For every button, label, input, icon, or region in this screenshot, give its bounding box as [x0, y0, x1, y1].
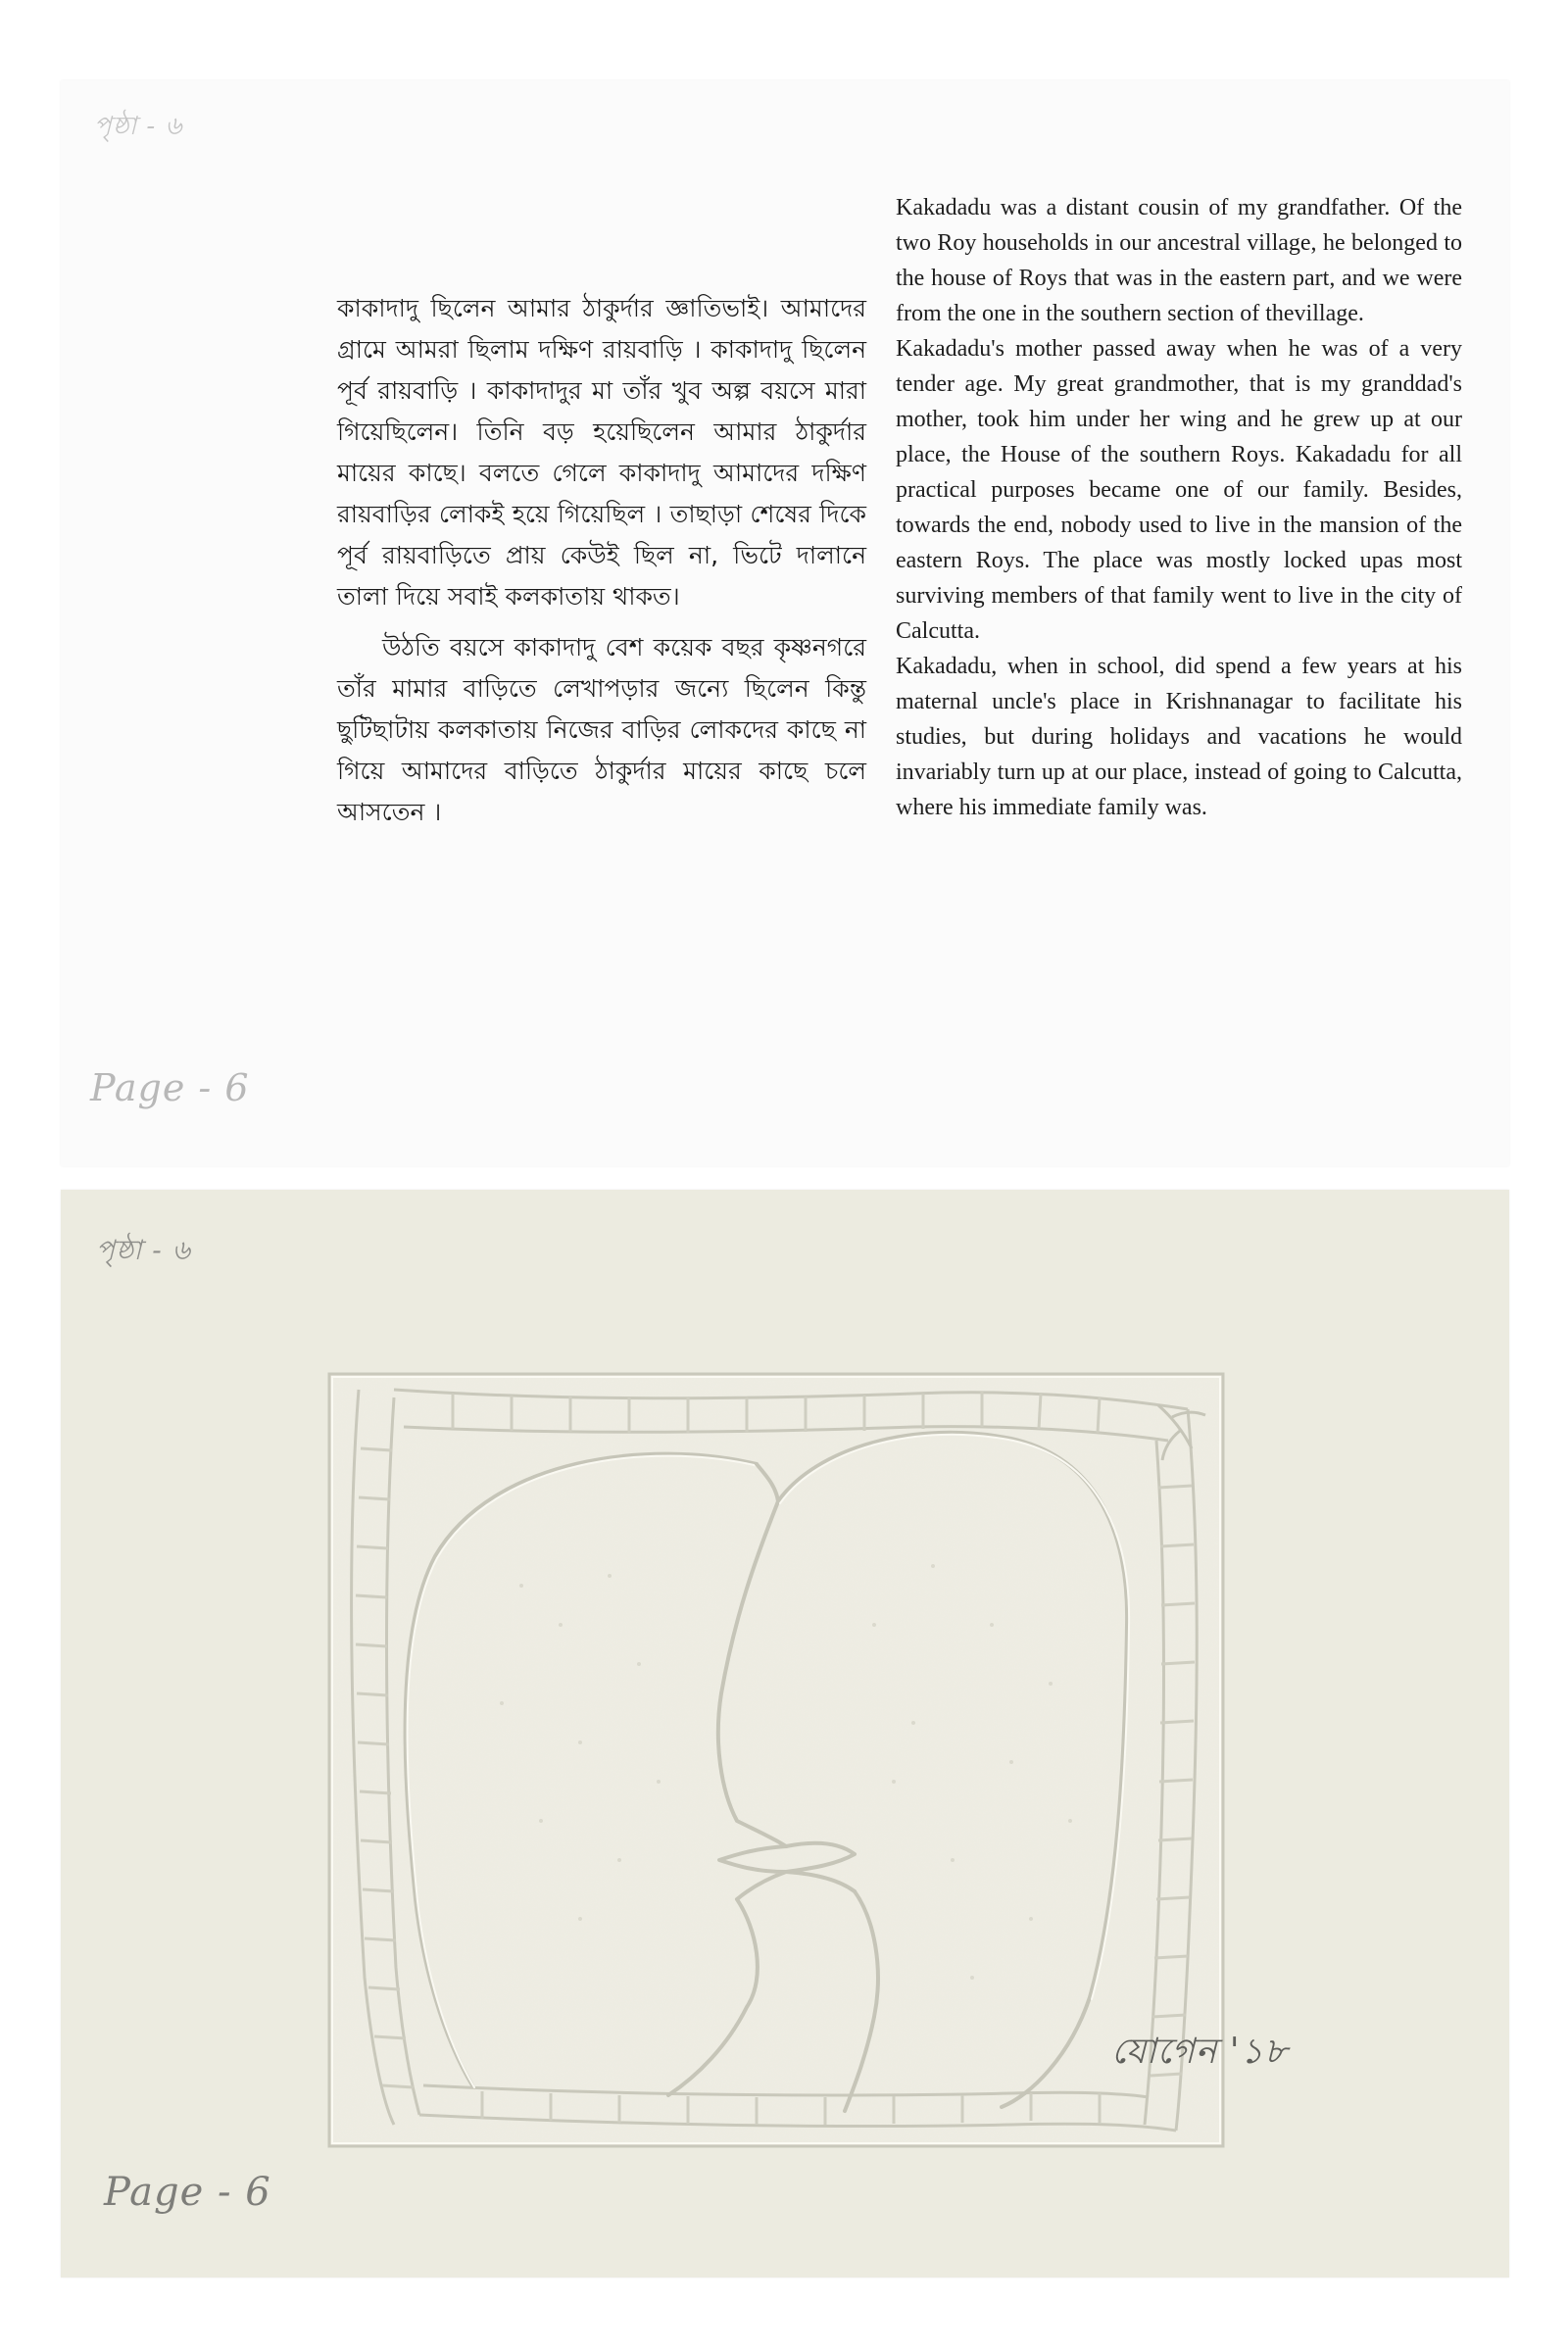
corner-pencil-note: পৃষ্ঠা - ৬ — [94, 112, 183, 141]
embossed-print-image — [325, 1370, 1227, 2150]
bengali-paragraph: উঠতি বয়সে কাকাদাদু বেশ কয়েক বছর কৃষ্ণনগরে তাঁর মামার বাড়িতে লেখাপড়ার জন্যে ছিলেন কিন্তু ছুটিছাটায় কলকাতায় নিজের বাড়ির লোকদের কাছে না গিয়ে আমাদের বাড়িতে ঠাকুর্দার মায়ের কাছে চলে আসতেন । — [337, 633, 866, 826]
english-paragraph: Kakadadu, when in school, did spend a few years at his maternal uncle's place in Krishnanagar to facilitate his studies, but during holidays and vacations he would invariably turn up at our place, instead of going to Calcutta, where his immediate family was. — [896, 654, 1462, 820]
corner-pencil-note: পৃষ্ঠা - ৬ — [96, 1234, 191, 1266]
artist-signature: যোগেন '১৮ — [1111, 2032, 1289, 2072]
bottom-sheet — [61, 1190, 1509, 2278]
english-paragraph: Kakadadu was a distant cousin of my grandfather. Of the two Roy households in our ancestral village, he belonged to the house of Roys that was in the eastern part, and we were from the one in the southern section of thevillage. — [896, 195, 1462, 326]
bengali-paragraph: কাকাদাদু ছিলেন আমার ঠাকুর্দার জ্ঞাতিভাই। আমাদের গ্রামে আমরা ছিলাম দক্ষিণ রায়বাড়ি । কাকাদাদু ছিলেন পূর্ব রায়বাড়ি । কাকাদাদুর মা তাঁর খুব অল্প বয়সে মারা গিয়েছিলেন। তিনি বড় হয়েছিলেন আমার ঠাকুর্দার মায়ের কাছে। বলতে গেলে কাকাদাদু আমাদের দক্ষিণ রায়বাড়ির লোকই হয়ে গিয়েছিল । তাছাড়া শেষের দিকে পূর্ব রায়বাড়িতে প্রায় কেউই ছিল না, ভিটে দালানে তালা দিয়ে সবাই কলকাতায় থাকত। — [337, 294, 866, 611]
page-label: Page - 6 — [90, 1066, 250, 1109]
page-label: Page - 6 — [104, 2170, 271, 2215]
english-paragraph: Kakadadu's mother passed away when he was of a very tender age. My great grandmother, that is my granddad's mother, took him under her wing and he grew up at our place, the House of the southern Roys. Kakadadu for all practical purposes became one of our family. Besides, towards the end, nobody used to live in the mansion of the eastern Roys. The place was mostly locked upas most surviving members of that family went to live in the city of Calcutta. — [896, 336, 1462, 644]
bengali-text-block — [337, 288, 866, 843]
english-text-block — [896, 190, 1462, 825]
top-sheet — [61, 80, 1509, 1166]
